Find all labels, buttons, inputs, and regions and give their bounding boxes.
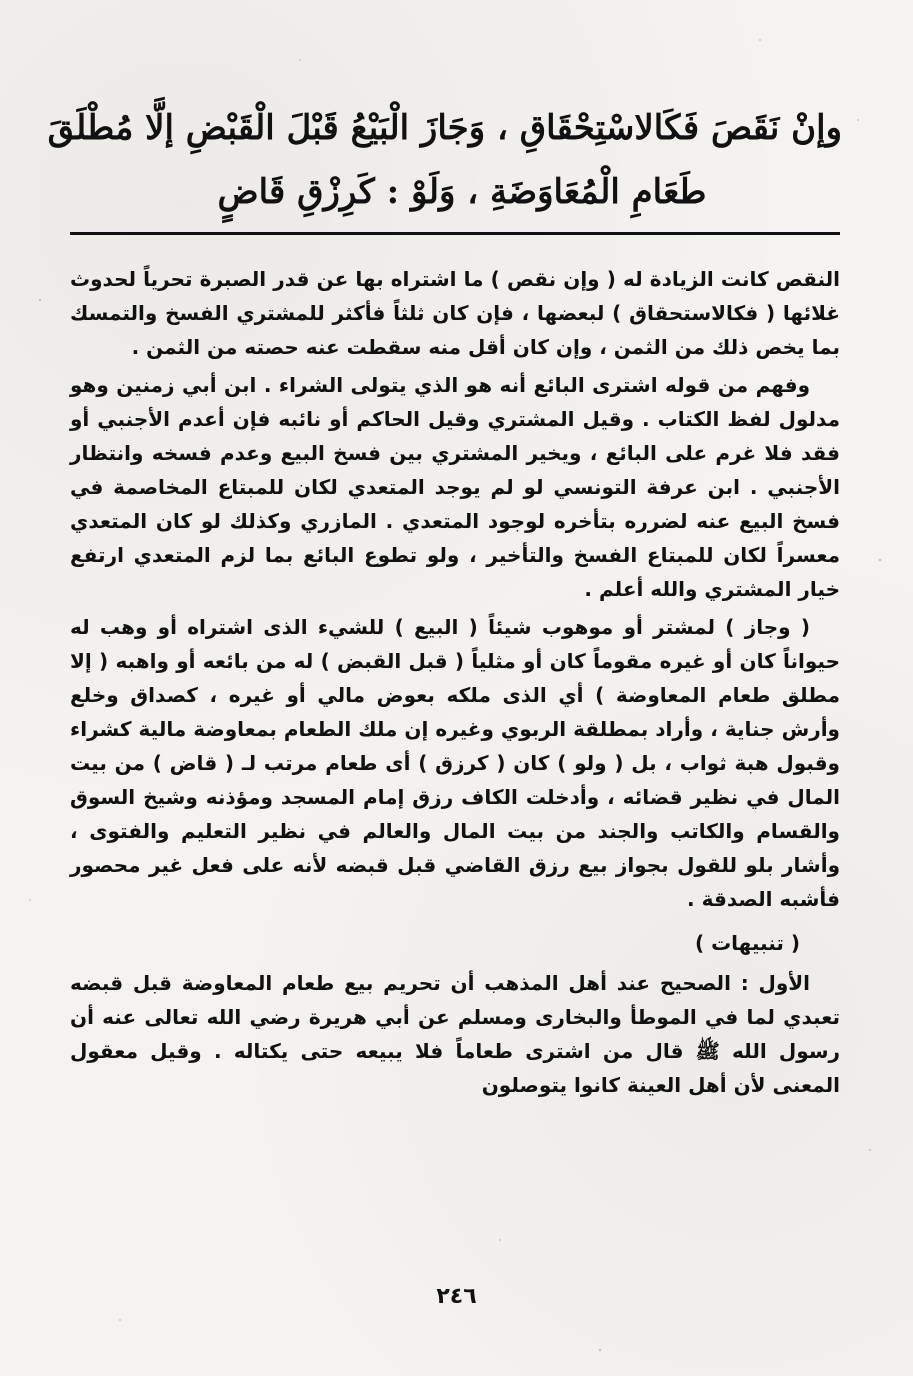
header-rule	[70, 232, 840, 235]
paragraph-1: النقص كانت الزيادة له ( وإن نقص ) ما اشتراه بها عن قدر الصبرة تحرياً لحدوث غلائها ( فكالاستحقاق ) لبعضها ، فإن كان ثلثاً فأكثر للمشتري الفسخ والتمسك بما يخص ذلك من الثمن ، وإن كان أقل منه سقطت عنه حصته من الثمن .	[70, 267, 840, 359]
commentary-text	[70, 262, 840, 1106]
matn-header	[47, 96, 842, 224]
section-heading: ( تنبيهات )	[694, 931, 800, 955]
matn-line-2: طَعَامِ الْمُعَاوَضَةِ ، وَلَوْ : كَرِزْقِ قَاضٍ	[217, 172, 707, 212]
paragraph-4: الأول : الصحيح عند أهل المذهب أن تحريم بيع طعام المعاوضة قبل قبضه تعبدي لما في الموطأ والبخارى ومسلم عن أبي هريرة رضي الله تعالى عنه أن رسول الله ﷺ قال من اشترى طعاماً فلا يبيعه حتى يكتاله . وقيل معقول المعنى لأن أهل العينة كانوا يتوصلون	[70, 971, 840, 1097]
matn-line-1: وإنْ نَقَصَ فَكَالاسْتِحْقَاقِ ، وَجَازَ الْبَيْعُ قَبْلَ الْقَبْضِ إلَّا مُطْلَقَ	[47, 108, 842, 148]
paragraph-2: وفهم من قوله اشترى البائع أنه هو الذي يتولى الشراء . ابن أبي زمنين وهو مدلول لفظ الكتاب . وقيل المشتري وقيل الحاكم أو نائبه فإن أعدم الأجنبي أو فقد فلا غرم على البائع ، ويخير المشتري بين فسخ البيع وعدم فسخه وانتظار الأجنبي . ابن عرفة التونسي لو لم يوجد المتعدي لكان للمبتاع المخاصمة في فسخ البيع عنه لضرره بتأخره لوجود المتعدي . المازري وكذلك لو كان المتعدي معسراً لكان للمبتاع الفسخ والتأخير ، ولو تطوع البائع بما لزم المتعدي ارتفع خيار المشتري والله أعلم .	[70, 373, 840, 601]
page-number: ٢٤٦	[436, 1284, 477, 1309]
paragraph-3: ( وجاز ) لمشتر أو موهوب شيئاً ( البيع ) للشيء الذى اشتراه أو وهب له حيواناً كان أو غيره مقوماً كان أو مثلياً ( قبل القبض ) له من بائعه أو واهبه ( إلا مطلق طعام المعاوضة ) أي الذى ملكه بعوض مالي أو غيره ، كصداق وخلع وأرش جناية ، وأراد بمطلقة الربوي وغيره إن ملك الطعام بمعاوضة مالية كشراء وقبول هبة ثواب ، بل ( ولو ) كان ( كرزق ) أى طعام مرتب لـ ( قاض ) من بيت المال في نظير قضائه ، وأدخلت الكاف رزق إمام المسجد ومؤذنه وشيخ السوق والقسام والكاتب والجند من بيت المال والعالم في نظير التعليم والفتوى ، وأشار بلو للقول بجواز بيع رزق القاضي قبل قبضه لأنه على فعل غير محصور فأشبه الصدقة .	[70, 615, 840, 911]
